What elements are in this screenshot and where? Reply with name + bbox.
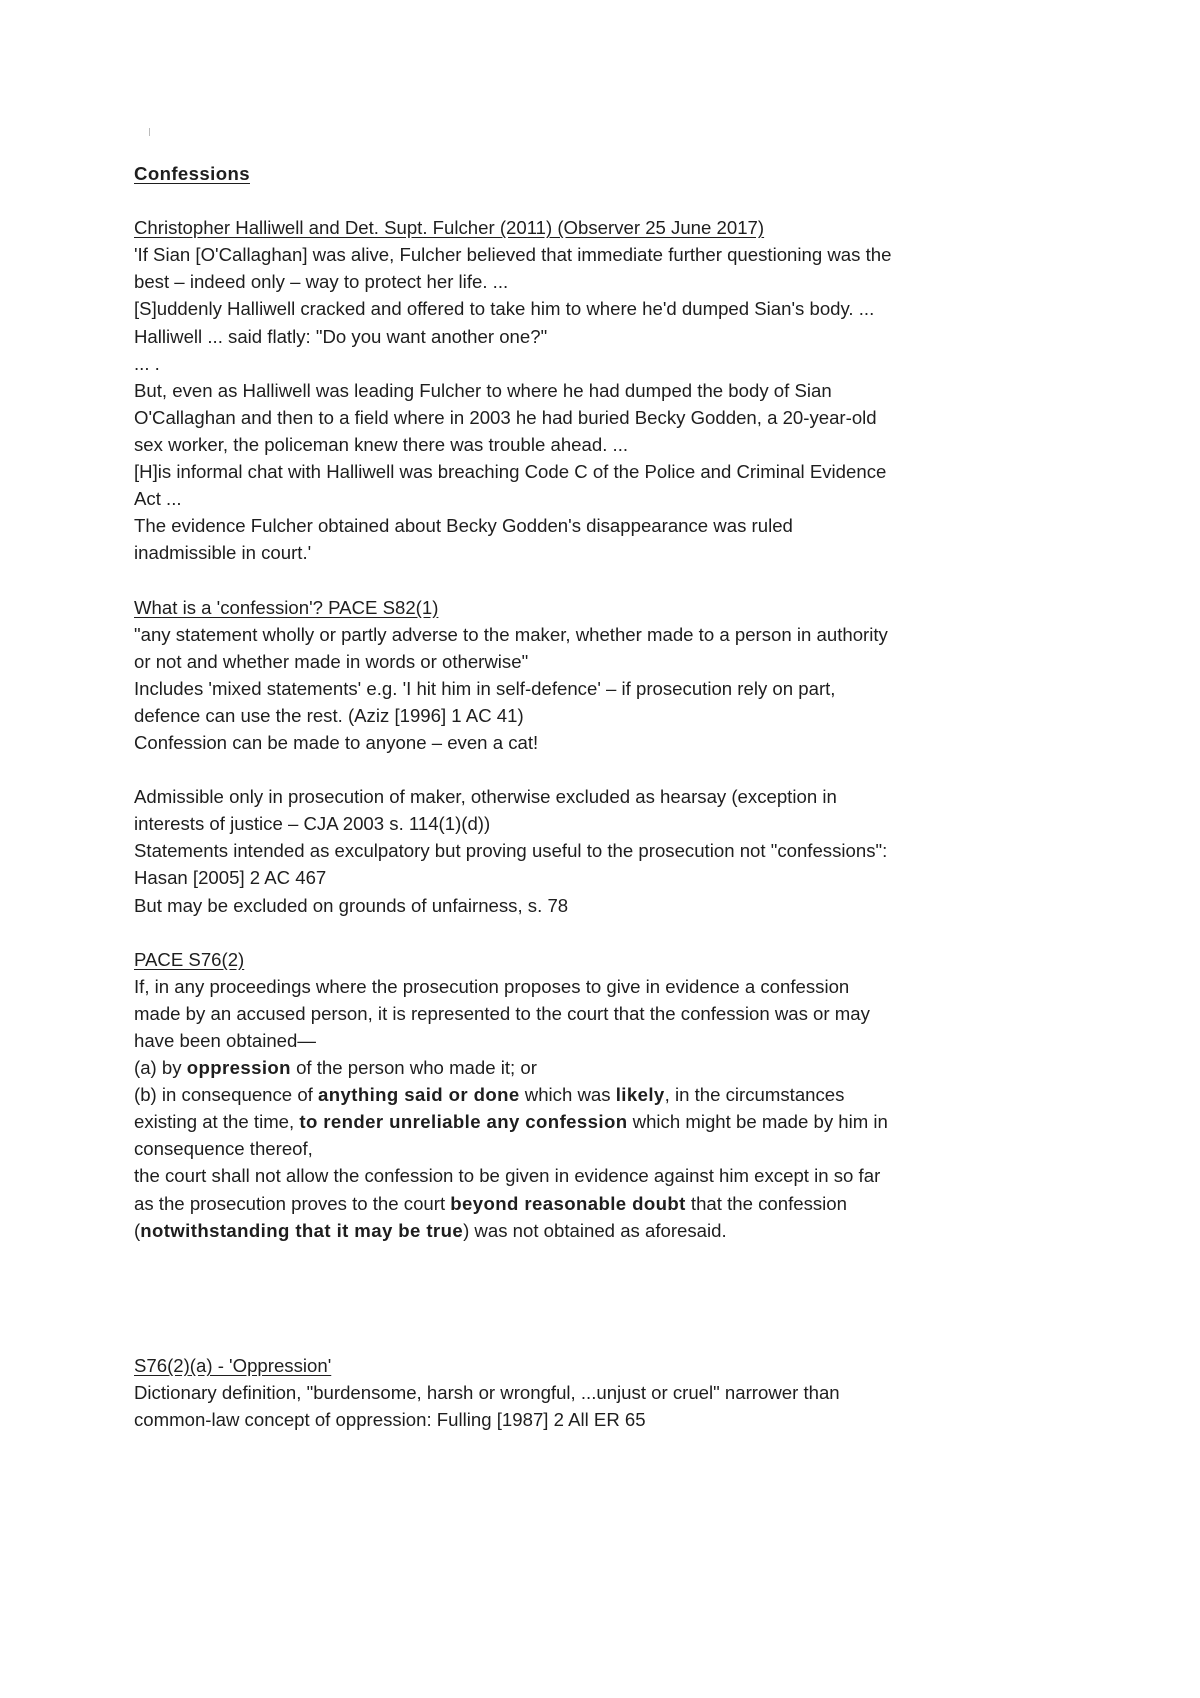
bold-text: anything said or done xyxy=(318,1084,520,1106)
text-line xyxy=(134,1190,1094,1217)
text-segment: But may be excluded on grounds of unfairness, s. 78 xyxy=(134,894,569,916)
text-segment: , in the circumstances xyxy=(664,1084,845,1106)
text-segment: If, in any proceedings where the prosecution proposes to give in evidence a confession xyxy=(134,975,850,997)
text-segment: PACE S76(2) xyxy=(134,948,245,970)
text-line xyxy=(134,837,1094,864)
blank-line xyxy=(134,1244,1094,1271)
bold-text: likely xyxy=(615,1084,665,1106)
text-segment: Act ... xyxy=(134,488,182,510)
text-segment: [S]uddenly Halliwell cracked and offered to take him to where he'd dumped Sian's body. ... xyxy=(134,298,875,320)
text-segment: sex worker, the policeman knew there was trouble ahead. ... xyxy=(134,433,629,455)
text-line xyxy=(134,485,1094,512)
text-segment: Dictionary definition, "burdensome, harsh or wrongful, ...unjust or cruel" narrower than xyxy=(134,1382,840,1404)
text-segment: existing at the time, xyxy=(134,1111,300,1133)
text-line xyxy=(134,431,1094,458)
text-line xyxy=(134,1379,1094,1406)
text-line xyxy=(134,512,1094,539)
text-segment: the court shall not allow the confession to be given in evidence against him except in so far xyxy=(134,1165,881,1187)
text-line xyxy=(134,1217,1094,1244)
text-line xyxy=(134,810,1094,837)
text-segment: Statements intended as exculpatory but proving useful to the prosecution not "confessions": xyxy=(134,840,888,862)
text-line xyxy=(134,783,1094,810)
text-line xyxy=(134,1135,1094,1162)
text-line xyxy=(134,1054,1094,1081)
text-line xyxy=(134,268,1094,295)
section-heading xyxy=(134,214,1094,241)
text-segment: [H]is informal chat with Halliwell was breaching Code C of the Police and Criminal Evidence xyxy=(134,461,887,483)
text-line xyxy=(134,675,1094,702)
text-segment: Confession can be made to anyone – even a cat! xyxy=(134,731,539,753)
bold-text: Confessions xyxy=(134,163,250,184)
blank-line xyxy=(134,919,1094,946)
text-segment: consequence thereof, xyxy=(134,1138,313,1160)
text-segment: The evidence Fulcher obtained about Becky Godden's disappearance was ruled xyxy=(134,515,793,537)
bold-text: notwithstanding that it may be true xyxy=(140,1219,464,1241)
text-segment: (b) in consequence of xyxy=(134,1084,318,1106)
text-segment: as the prosecution proves to the court xyxy=(134,1192,451,1214)
text-segment: Halliwell ... said flatly: "Do you want another one?" xyxy=(134,325,548,347)
text-segment: But, even as Halliwell was leading Fulcher to where he had dumped the body of Sian xyxy=(134,379,832,401)
text-line xyxy=(134,1081,1094,1108)
text-line xyxy=(134,729,1094,756)
text-segment: common-law concept of oppression: Fulling [1987] 2 All ER 65 xyxy=(134,1409,646,1431)
section-heading xyxy=(134,594,1094,621)
text-line xyxy=(134,702,1094,729)
text-line xyxy=(134,892,1094,919)
text-line xyxy=(134,1162,1094,1189)
text-segment: ... . xyxy=(134,352,160,374)
text-segment: made by an accused person, it is represented to the court that the confession was or may xyxy=(134,1002,870,1024)
page-title xyxy=(134,160,1094,187)
bold-text: beyond reasonable doubt xyxy=(450,1192,686,1214)
text-segment: Admissible only in prosecution of maker, otherwise excluded as hearsay (exception in xyxy=(134,786,837,808)
text-segment: Includes 'mixed statements' e.g. 'I hit him in self-defence' – if prosecution rely on part, xyxy=(134,677,836,699)
text-line xyxy=(134,648,1094,675)
text-segment: ) was not obtained as aforesaid. xyxy=(463,1219,727,1241)
text-line xyxy=(134,404,1094,431)
text-segment: Hasan [2005] 2 AC 467 xyxy=(134,867,327,889)
blank-line xyxy=(134,1298,1094,1325)
text-line xyxy=(134,377,1094,404)
text-line xyxy=(134,621,1094,648)
text-segment: which was xyxy=(519,1084,616,1106)
text-segment: defence can use the rest. (Aziz [1996] 1 AC 41) xyxy=(134,704,524,726)
text-line xyxy=(134,539,1094,566)
text-segment: which might be made by him in xyxy=(627,1111,888,1133)
blank-line xyxy=(134,1271,1094,1298)
text-segment: ( xyxy=(134,1219,141,1241)
text-segment: What is a 'confession'? PACE S82(1) xyxy=(134,596,439,618)
text-segment: interests of justice – CJA 2003 s. 114(1)(d)) xyxy=(134,813,491,835)
text-line xyxy=(134,973,1094,1000)
text-line xyxy=(134,350,1094,377)
text-line xyxy=(134,1108,1094,1135)
text-segment: of the person who made it; or xyxy=(290,1057,537,1079)
text-segment: best – indeed only – way to protect her life. ... xyxy=(134,271,509,293)
text-line xyxy=(134,1027,1094,1054)
text-segment: that the confession xyxy=(685,1192,847,1214)
blank-line xyxy=(134,566,1094,593)
blank-line xyxy=(134,1325,1094,1352)
text-segment: or not and whether made in words or otherwise" xyxy=(134,650,529,672)
blank-line xyxy=(134,187,1094,214)
text-segment: 'If Sian [O'Callaghan] was alive, Fulcher believed that immediate further questioning was the xyxy=(134,244,892,266)
text-segment: (a) by xyxy=(134,1057,187,1079)
text-line xyxy=(134,1000,1094,1027)
bold-text: oppression xyxy=(186,1057,291,1079)
text-segment: have been obtained— xyxy=(134,1030,316,1051)
bold-text: to render unreliable any confession xyxy=(299,1111,628,1133)
text-segment: Christopher Halliwell and Det. Supt. Fulcher (2011) (Observer 25 June 2017) xyxy=(134,217,765,239)
text-line xyxy=(134,295,1094,322)
text-line xyxy=(134,241,1094,268)
text-segment: "any statement wholly or partly adverse to the maker, whether made to a person in authority xyxy=(134,623,888,645)
section-heading xyxy=(134,1352,1094,1379)
document-body xyxy=(134,160,1094,1433)
page-mark xyxy=(149,128,150,136)
text-line xyxy=(134,323,1094,350)
text-line xyxy=(134,1406,1094,1433)
text-segment: inadmissible in court.' xyxy=(134,542,312,564)
text-segment: S76(2)(a) - 'Oppression' xyxy=(134,1355,332,1377)
text-line xyxy=(134,458,1094,485)
blank-line xyxy=(134,756,1094,783)
text-line xyxy=(134,864,1094,891)
text-segment: O'Callaghan and then to a field where in 2003 he had buried Becky Godden, a 20-year-old xyxy=(134,406,877,428)
section-heading xyxy=(134,946,1094,973)
